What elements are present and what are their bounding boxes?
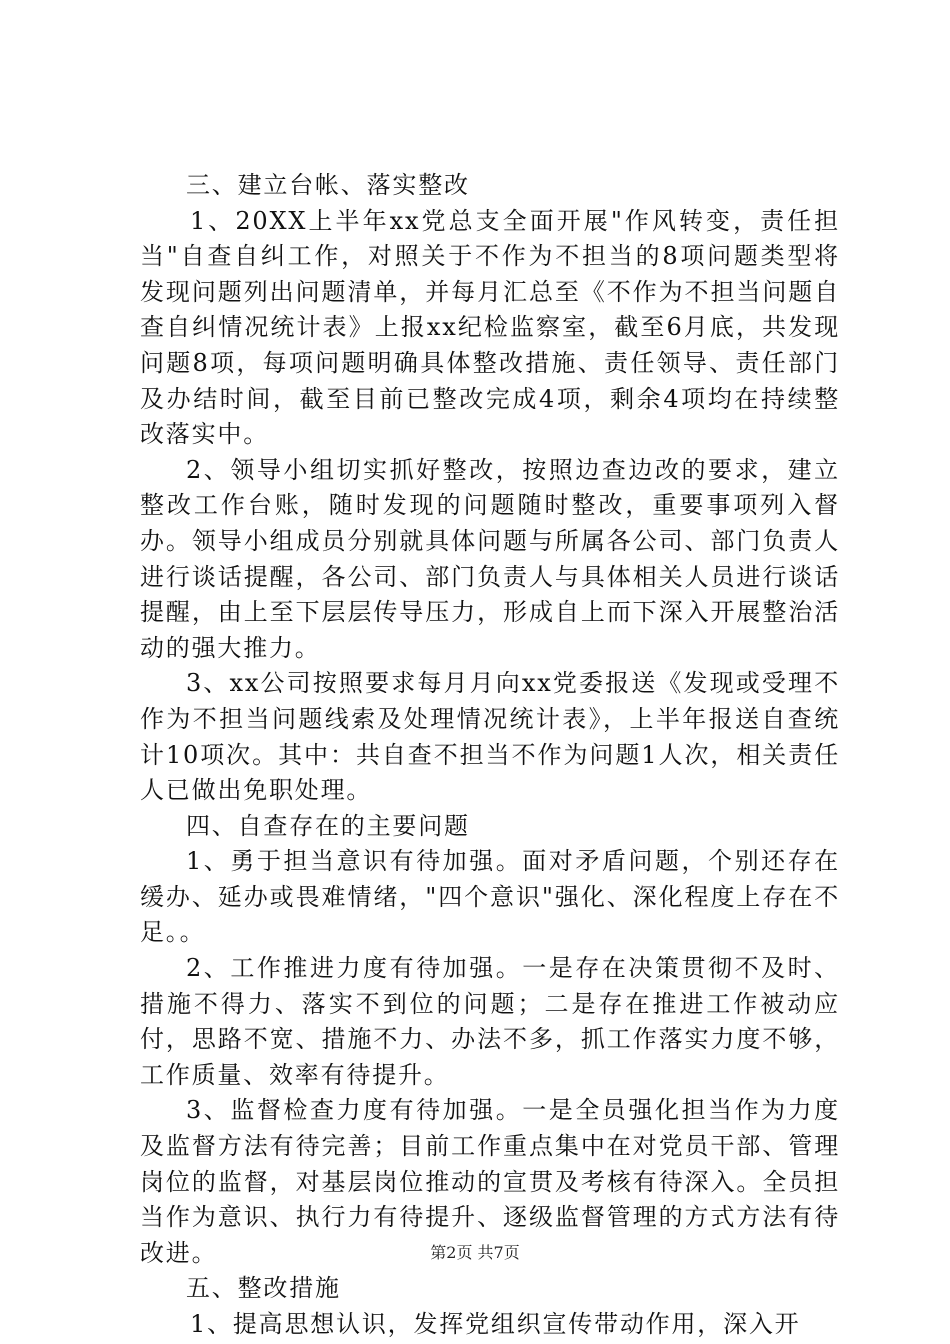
paragraph-3-2: 2、领导小组切实抓好整改，按照边查边改的要求，建立整改工作台账，随时发现的问题随时整改，重要事项列入督办。领导小组成员分别就具体问题与所属各公司、部门负责人进行谈话提醒，各公司、部门负责人与具体相关人员进行谈话提醒，由上至下层层传导压力，形成自上而下深入开展整治活动的强大推力。 xyxy=(140,455,840,662)
paragraph-4-3: 3、监督检查力度有待加强。一是全员强化担当作为力度及监督方法有待完善；目前工作重点集中在对党员干部、管理岗位的监督，对基层岗位推动的宣贯及考核有待深入。全员担当作为意识、执行力有待提升、逐级监督管理的方式方法有待改进。 xyxy=(140,1096,840,1267)
section-heading-4: 四、自查存在的主要问题 xyxy=(186,811,470,840)
document-body xyxy=(140,168,840,1343)
paragraph-3-1: 1、20XX上半年xx党总支全面开展"作风转变，责任担当"自查自纠工作，对照关于不作为不担当的8项问题类型将发现问题列出问题清单，并每月汇总至《不作为不担当问题自查自纠情况统计表》上报xx纪检监察室，截至6月底，共发现问题8项，每项问题明确具体整改措施、责任领导、责任部门及办结时间，截至目前已整改完成4项，剩余4项均在持续整改落实中。 xyxy=(140,206,840,449)
paragraph-5-1: 1、提高思想认识，发挥党组织宣传带动作用，深入开 xyxy=(190,1310,801,1338)
section-heading-5: 五、整改措施 xyxy=(186,1274,341,1303)
paragraph-3-3: 3、xx公司按照要求每月月向xx党委报送《发现或受理不作为不担当问题线索及处理情况统计表》，上半年报送自查统计10项次。其中：共自查不担当不作为问题1人次，相关责任人已做出免职处理。 xyxy=(140,669,840,805)
section-heading-3: 三、建立台帐、落实整改 xyxy=(186,171,470,199)
page-number-footer: 第2页 共7页 xyxy=(430,1243,520,1262)
paragraph-4-1: 1、勇于担当意识有待加强。面对矛盾问题，个别还存在缓办、延办或畏难情绪，"四个意识"强化、深化程度上存在不足。。 xyxy=(140,847,840,947)
paragraph-4-2: 2、工作推进力度有待加强。一是存在决策贯彻不及时、措施不得力、落实不到位的问题；二是存在推进工作被动应付，思路不宽、措施不力、办法不多，抓工作落实力度不够，工作质量、效率有待提升。 xyxy=(140,954,840,1089)
